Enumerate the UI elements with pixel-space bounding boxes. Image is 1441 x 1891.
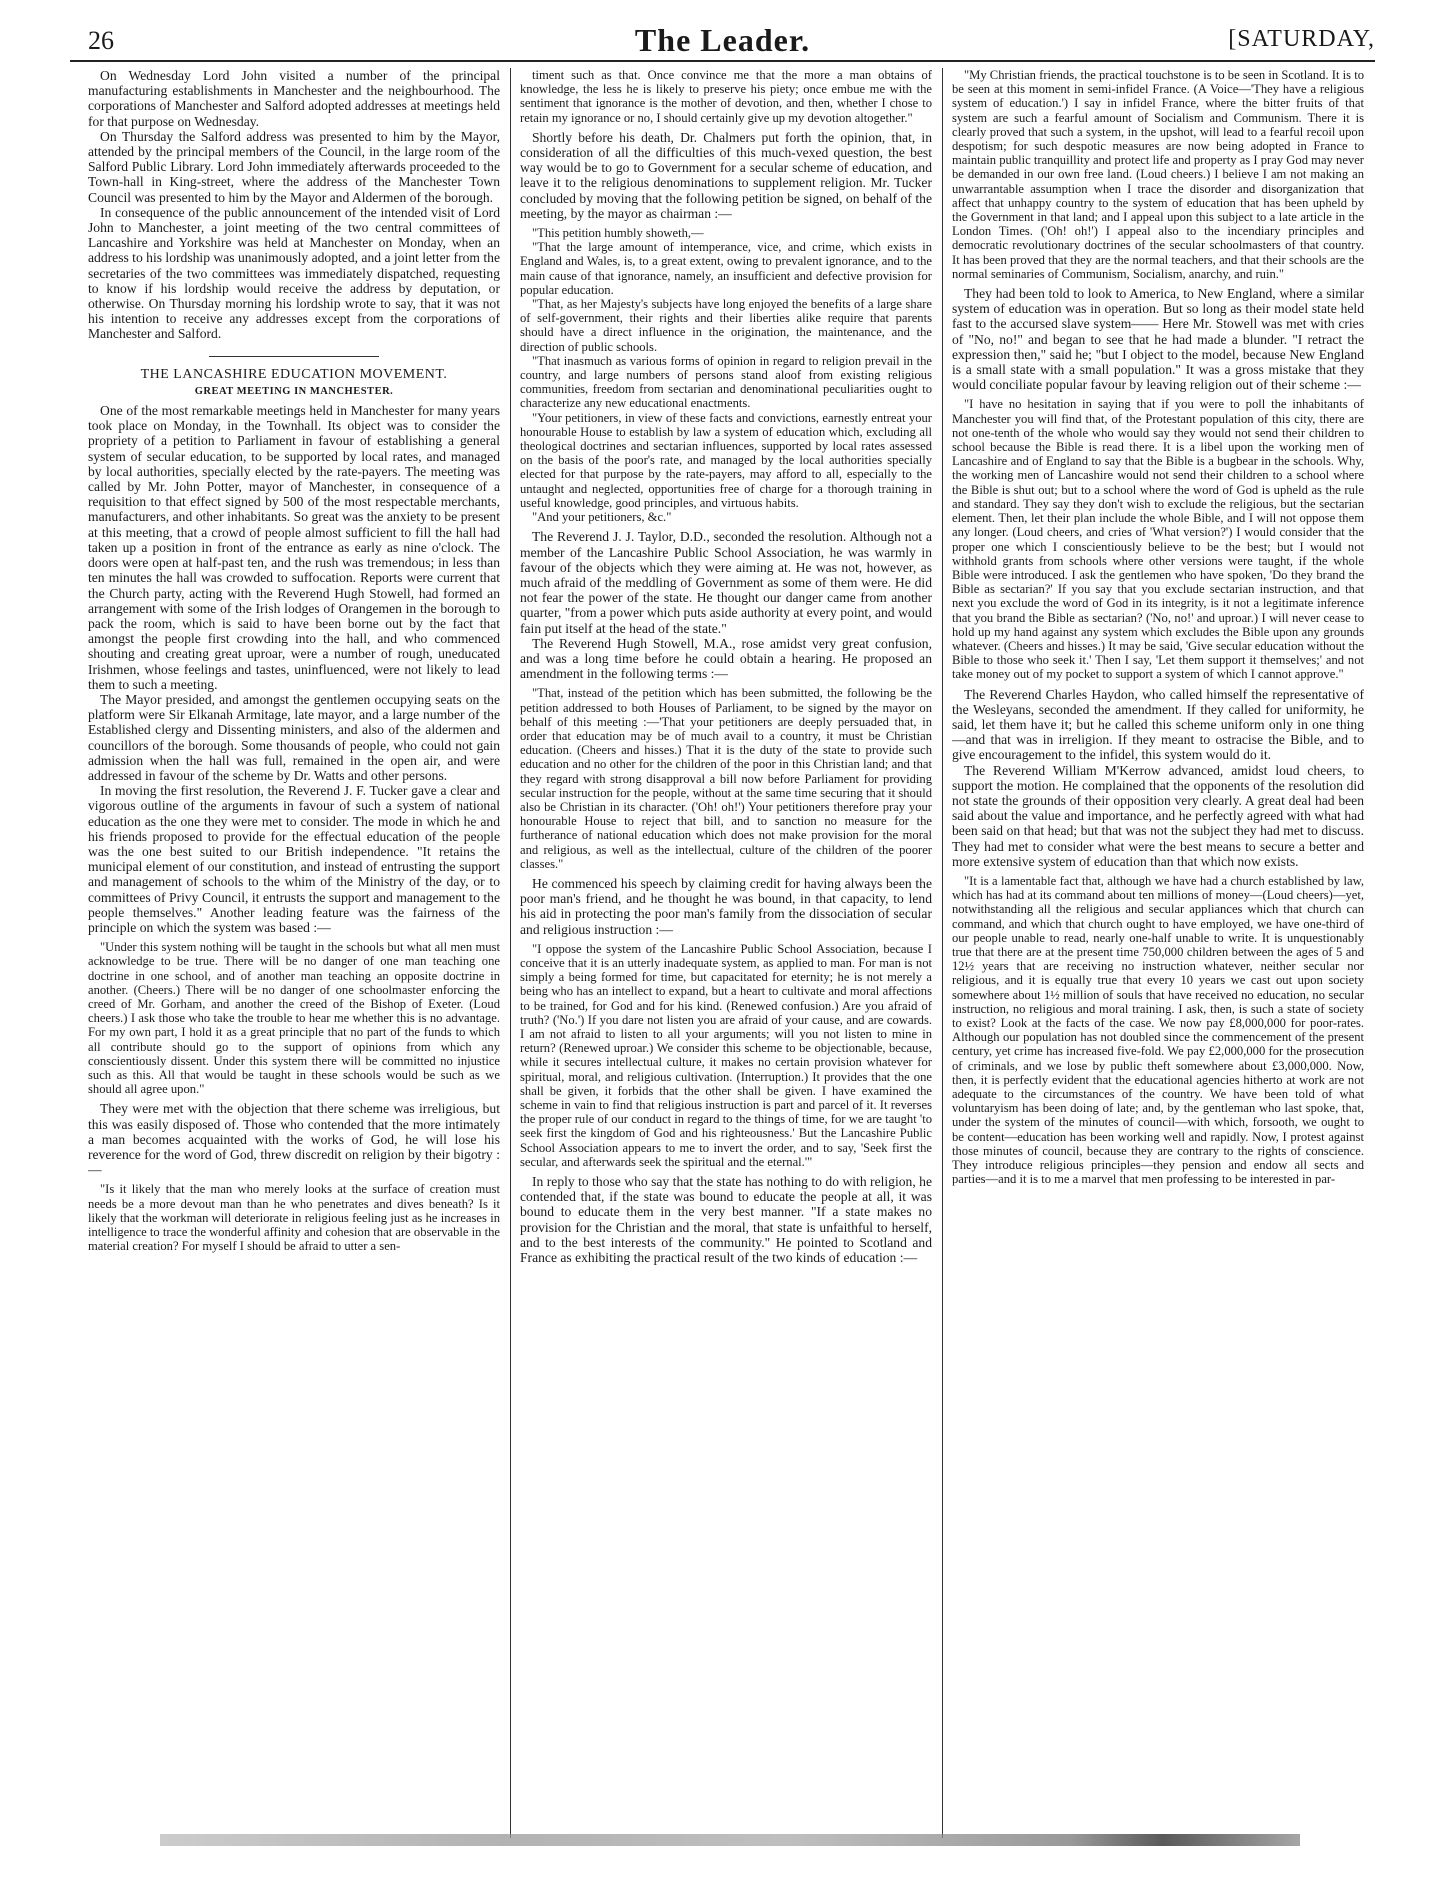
paragraph: The Reverend William M'Kerrow advanced, amidst loud cheers, to support the motion. He complained that the opponents of the resolution did not state the grounds of their opposition very clearly. A great deal had been said about the value and importance, and he perfectly agreed with what had been said on that head; but that was not the subject they had met to discuss. They had met to consider what were the best means to secure a better and more extensive system of education than that which now exists. [952,762,1364,869]
quotation: "That, instead of the petition which has been submitted, the following be the petition addressed to both Houses of Parliament, to be signed by the mayor on behalf of this meeting :—'That your petitioners are deeply persuaded that, in order that education may be of much avail to a country, it must be Christian education. (Cheers and hisses.) That it is the duty of the state to provide such education and no other for the children of the poor in this Christian land; and that they regard with strong disapproval a bill now before Parliament for providing secular instruction for the people, without at the same time securing that it should also be Christian in its character. ('Oh! oh!') Your petitioners therefore pray your honourable House to reject that bill, and to sanction no measure for the furtherance of national education which does not make provision for the moral and religious, as well as the intellectual, culture of the children of the poorer classes." [520,686,932,871]
petition-text: "That, as her Majesty's subjects have long enjoyed the benefits of a large share of self-government, their rights and their liberties alike require that parents should have a direct influence in the origination, the maintenance, and the direction of public schools. [520,297,932,354]
petition-text: "This petition humbly showeth,— [532,226,704,241]
newspaper-title: The Leader. [634,22,811,58]
paragraph: They were met with the objection that there scheme was irreligious, but this was easily disposed of. Those who contended that the more intimately a man becomes acquainted with the works of God, he will lose his reverence for the word of God, threw discredit on religion by their bigotry :— [88,1101,500,1178]
paragraph: On Thursday the Salford address was presented to him by the Mayor, attended by the principal members of the Council, in the large room of the Salford Public Library. Lord John immediately afterwards proceeded to the Town-hall in King-street, where the address of the Manchester Town Council was presented to him by the Mayor and Aldermen of the borough. [88,128,500,205]
paragraph: The Reverend Charles Haydon, who called himself the representative of the Wesleyans, seconded the amendment. If they called for uniformity, he said, let them have it; but he called this scheme uniform only in one thing—and that was in irreligion. If they meant to ostracise the Bible, and to give encouragement to the infidel, this system would do it. [952,686,1364,763]
paragraph: He commenced his speech by claiming credit for having always been the poor man's friend, and he thought he was bound, in that capacity, to lend his aid in protecting the poor man's family from the dissociation of secular and religious instruction :— [520,875,932,937]
quotation: "Under this system nothing will be taught in the schools but what all men must acknowledge to be true. There will be no danger of one man teaching one doctrine in one school, and of another man teaching an opposite doctrine in another. (Cheers.) There will be no danger of one schoolmaster enforcing the creed of Mr. Gorham, and another the creed of the Bishop of Exeter. (Loud cheers.) I ask those who take the trouble to hear me whether this is no advantage. For my own part, I hold it as a great principle that no part of the funds to which all contribute should go to the support of opinions from which any conscientiously dissent. Under this system there will be committed no injustice such as this. All that would be taught in these schools would be such as we should all agree upon." [88,940,500,1097]
issue-day: [SATURDAY, [1228,26,1375,52]
masthead [70,22,1375,62]
paragraph: In reply to those who say that the state has nothing to do with religion, he contended that, if the state was bound to educate the people at all, it was bound to educate them in the very best manner. "If a state makes no provision for the Christian and the moral, that state is unfaithful to herself, and to the best interests of the community." He pointed to Scotland and France as exhibiting the practical result of the two kinds of education :— [520,1174,932,1266]
text-columns [88,68,1375,1838]
column-3 [952,68,1364,1838]
paragraph: One of the most remarkable meetings held in Manchester for many years took place on Monday, in the Townhall. Its object was to consider the propriety of a petition to Parliament in favour of establishing a general system of secular education, to be supported by local rates, and managed by local authorities, specially elected by the rate-payers. The meeting was called by Mr. John Potter, mayor of Manchester, in consequence of a requisition to that effect signed by 500 of the most respectable merchants, manufacturers, and other inhabitants. So great was the anxiety to be present at this meeting, that a crowd of people almost sufficient to fill the hall had taken up a position in front of the entrance as early as nine o'clock. The doors were open at half-past ten, and the rush was tremendous; in less than ten minutes the hall was crowded to suffocation. Reports were current that the Church party, acting with the Reverend Hugh Stowell, had formed an arrangement with some of the Irish lodges of Orangemen in the borough to pack the room, which is said to have been borne out by the fact that amongst the people first crowding into the hall, and who commenced shouting and creating great uproar, were a number of rough, uneducated Irishmen, whose feelings and tastes, uninfluenced, were not likely to lead them to such a meeting. [88,403,500,692]
paragraph: In moving the first resolution, the Reverend J. F. Tucker gave a clear and vigorous outline of the arguments in favour of such a system of national education as the one they were met to consider. The mode in which he and his friends proposed to provide for the effectual education of the people was the one best suited to our British independence. "It retains the municipal element of our constitution, and instead of entrusting the support and management of schools to the whim of the Ministry of the day, or to committees of Privy Council, it entrusts the support and management to the people themselves." Another leading feature was the fairness of the principle on which the system was based :— [88,783,500,935]
petition-text: "And your petitioners, &c." [532,510,672,525]
petition-text: "Your petitioners, in view of these facts and convictions, earnestly entreat your honourable House to establish by law a system of education which, excluding all theological doctrines and sectarian influences, supported by local rates assessed on the basis of the poor's rate, and managed by the local authorities specially elected for that purpose by the rate-payers, may afford to all, especially to the untaught and neglected, opportunities free of charge for a thorough training in useful knowledge, good principles, and virtuous habits. [520,410,932,510]
quotation: "I have no hesitation in saying that if you were to poll the inhabitants of Manchester you will find that, of the Protestant population of this city, there are not one-tenth of the whole who would say they would not send their children to school because the Bible is read there. It is a libel upon the working men of Lancashire and of England to say that the Bible is a bugbear in the schools. Why, the working men of Lancashire would not send their children to a school where the Bible is shut out; but to a school where the word of God is upheld as the rule and standard. They say they don't wish to exclude the religious, but the sectarian element. Then, let their plan include the whole Bible, and I will not oppose them any longer. (Loud cheers, and cries of 'What version?') I would consider that the proper one which I conscientiously believe to be the best; but I would not withhold grants from schools where other versions were taught, if the whole Bible were introduced. I ask the gentlemen who have spoken, 'Do they brand the Bible as sectarian?' If you say that you exclude sectarian instruction, and that next you exclude the word of God in its integrity, is it not a legitimate inference that you brand the Bible as sectarian? ('No, no!' and uproar.) I will never cease to hold up my hand against any system which excludes the Bible upon any grounds whatever. (Cheers and hisses.) It may be said, 'Give secular education without the Bible to those who seek it.' Then I say, 'Let them support it themselves;' and not take money out of my pocket to support a system of which I cannot approve." [952,397,1364,682]
quotation: "Is it likely that the man who merely looks at the surface of creation must needs be a more devout man than he who penetrates and dives beneath? Is it likely that the workman will deteriorate in religious feeling just as he increases in intelligence to trace the wonderful affinity and cohesion that are observable in the material creation? For myself I should be afraid to utter a sen- [88,1182,500,1254]
paragraph: The Reverend J. J. Taylor, D.D., seconded the resolution. Although not a member of the Lancashire Public School Association, he was warmly in favour of the objects which they were aiming at. He was not, however, as much afraid of the meddling of Government as some of them were. He did not fear the power of the state. He thought our danger came from another quarter, "from a power which puts aside authority at every point, and would fain put itself at the head of the state." [520,529,932,636]
column-1 [88,68,500,1838]
quotation: "It is a lamentable fact that, although we have had a church established by law, which has had at its command about ten millions of money—(Loud cheers)—yet, notwithstanding all the religious and secular appliances which that church can command, and which that church ought to have employed, we have one-third of our people unable to read, nearly one-half unable to write. It is unquestionably true that there are at the present time 750,000 children between the ages of 5 and 12½ years that are receiving no instruction whatever, neither secular nor religious, and it is equally true that every 10 years we cast out upon society somewhere about 1½ million of souls that have received no education, no secular instruction, no religious and moral training. I ask, then, is such a state of society to exist? Look at the facts of the case. We now pay £8,000,000 for poor-rates. Although our population has not doubled since the commencement of the present century, yet crime has increased five-fold. We pay £2,000,000 for the prosecution of criminals, and we lose by public theft somewhere about £3,000,000. Now, then, it is perfectly evident that the educational agencies hitherto at work are not adequate to the circumstances of the country. We have been told of what voluntaryism has been doing of late; and, by the gentleman who last spoke, that, under the system of the minutes of council—with which, forsooth, we ought to be content—education has been working well and rapidly. Now, I protest against those minutes of council, because they are contrary to the rights of conscience. They introduce religious principles—they pension and endow all sects and parties—and it is to me a marvel that men professing to be interested in par- [952,873,1364,1187]
paragraph: In consequence of the public announcement of the intended visit of Lord John to Manchester, a joint meeting of the two central committees of Lancashire and Yorkshire was held at Manchester on Monday, when an address to his lordship was unanimously adopted, and a joint letter from the secretaries of the two committees was immediately dispatched, requesting to know if his lordship would receive the address by deputation, or otherwise. On Thursday morning his lordship wrote to say, that it was not his intention to receive any addresses except from the corporations of Manchester and Salford. [88,204,500,342]
page-number: 26 [88,26,114,55]
scan-artifact-smear [160,1834,1300,1846]
paragraph: The Mayor presided, and amongst the gentlemen occupying seats on the platform were Sir Elkanah Armitage, late mayor, and a large number of the Established clergy and Dissenting ministers, and also of the aldermen and councillors of the borough. Some thousands of people, who could not gain admission when the hall was full, remained in the open air, and were addressed in favour of the scheme by Dr. Watts and other persons. [88,691,500,783]
paragraph: Shortly before his death, Dr. Chalmers put forth the opinion, that, in consideration of all the difficulties of this much-vexed question, the best way would be to go to Government for a secular scheme of education, and leave it to the religious denominations to supplement religion. Mr. Tucker concluded by moving that the following petition be signed, on behalf of the meeting, by the mayor as chairman :— [520,129,932,221]
section-divider [209,356,379,357]
quotation: "My Christian friends, the practical touchstone is to be seen in Scotland. It is to be seen at this moment in semi-infidel France. (A Voice—'They have a religious system of education.') I say in infidel France, where the bitter fruits of that system are such a fearful amount of Socialism and Communism. There it is clearly proved that such a system, in the upshot, will lead to a fearful recoil upon despotism; for such despotic measures are now being adopted in France to maintain public tranquillity and protect life and property as I pray God may never be demanded in our own free land. (Loud cheers.) I believe I am not making an unwarrantable assumption when I trace the disorder and disorganization that affect that unhappy country to the system of education that has been upheld by the Government in that land; and I appeal upon this subject to a late article in the London Times. ('Oh! oh!') I appeal also to the incendiary principles and democratic revolutionary doctrines of the secular schoolmasters of that country. It has been proved that they are the normal teachers, and that their schools are the normal seminaries of Communism, Socialism, anarchy, and ruin." [952,68,1364,281]
column-rule [510,68,511,1838]
paragraph: The Reverend Hugh Stowell, M.A., rose amidst very great confusion, and was a long time before he could obtain a hearing. He proposed an amendment in the following terms :— [520,635,932,682]
article-heading: THE LANCASHIRE EDUCATION MOVEMENT. [140,366,448,382]
column-rule [942,68,943,1838]
article-subheading: GREAT MEETING IN MANCHESTER. [194,385,394,397]
paragraph: On Wednesday Lord John visited a number of the principal manufacturing establishments in Manchester and the neighbourhood. The corporations of Manchester and Salford adopted addresses at meetings held for that purpose on Wednesday. [88,68,500,129]
paragraph: They had been told to look to America, to New England, where a similar system of education was in operation. But so long as their model state held fast to the accursed slave system—— Here Mr. Stowell was met with cries of "No, no!" and began to see that he had made a blunder. "I retract the expression then," said he; "but I object to the model, because New England is a small state with a small population." It was a gross mistake that they would conciliate popular favour by leaving religion out of their scheme :— [952,286,1364,393]
quotation: timent such as that. Once convince me that the more a man obtains of knowledge, the less he is likely to preserve his piety; once embue me with the sentiment that ignorance is the mother of devotion, and then, whether I chose to retain my ignorance or no, I should certainly give up my devotion altogether." [520,68,932,125]
petition-text: "That inasmuch as various forms of opinion in regard to religion prevail in the country, and large numbers of persons stand aloof from existing religious communities, freedom from sectarian and denominational peculiarities ought to characterize any new educational enactments. [520,353,932,411]
column-2 [520,68,932,1838]
quotation: "I oppose the system of the Lancashire Public School Association, because I conceive that it is an utterly inadequate system, as applied to man. For man is not simply a being formed for time, but capacitated for eternity; he is not merely a being who has an intellect to expand, but a heart to cultivate and moral affections to be trained, for God and for his kind. (Renewed confusion.) Are you afraid of truth? ('No.') If you dare not listen you are afraid of your cause, and are cowards. I am not afraid to listen to all your arguments; will you not listen to mine in return? (Renewed uproar.) We consider this scheme to be objectionable, because, while it secures intellectual culture, it makes no certain provision whatever for spiritual, moral, and religious cultivation. (Interruption.) It provides that the one shall be given, it forbids that the other shall be given. I have examined the scheme in vain to find that religious instruction is part and parcel of it. It reverses the proper rule of our conduct in regard to the things of time, for we are taught 'to seek first the kingdom of God and his righteousness.' But the Lancashire Public School Association appears to me to invert the order, and to say, 'Seek first the secular, and afterwards seek the spiritual and the eternal.'" [520,941,932,1169]
petition-text: "That the large amount of intemperance, vice, and crime, which exists in England and Wales, is, to a great extent, owing to prevalent ignorance, and to the main cause of that ignorance, namely, an insufficient and defective provision for popular education. [520,240,932,297]
newspaper-page [70,22,1375,1862]
